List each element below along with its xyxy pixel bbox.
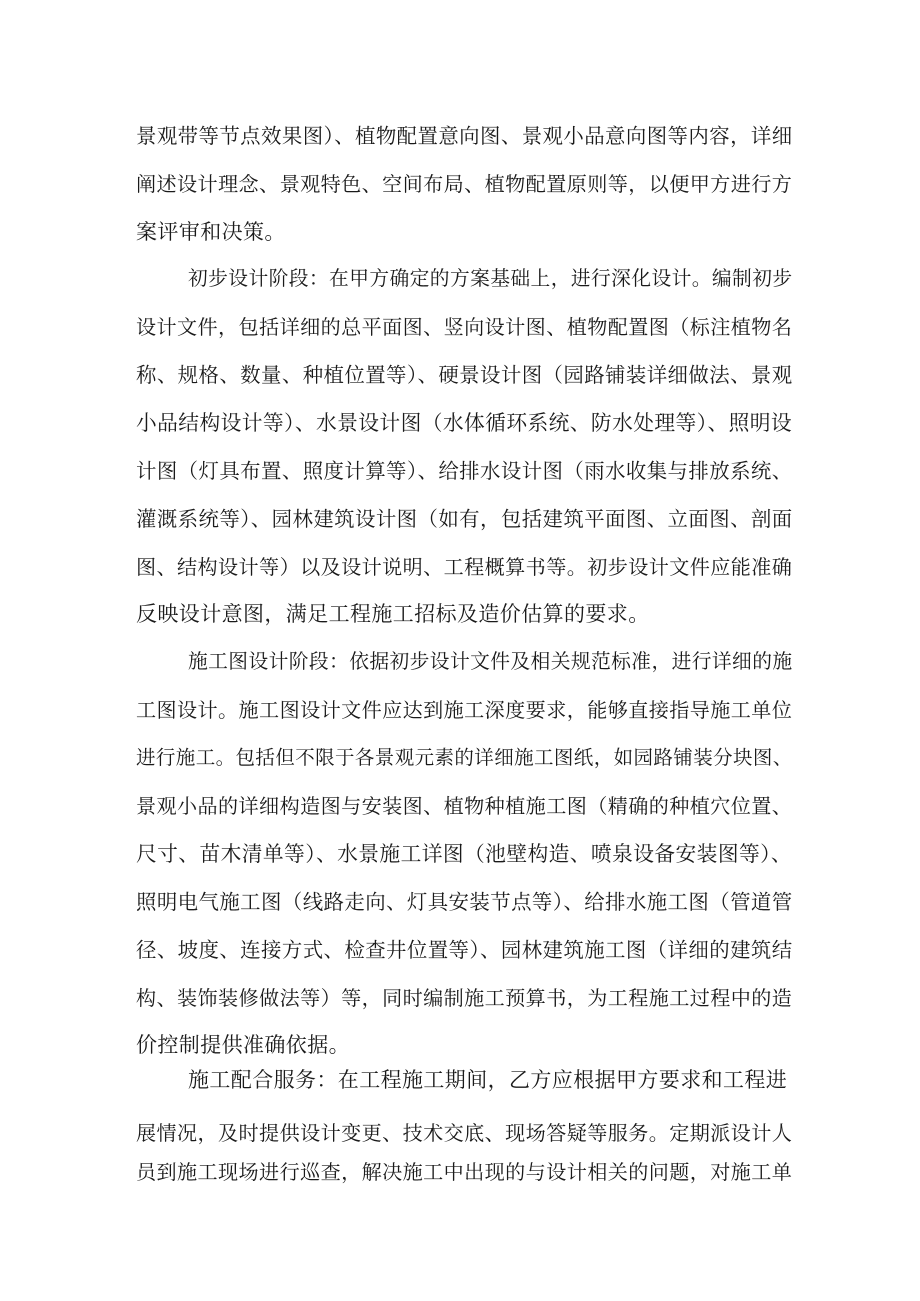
text-line: 景观带等节点效果图）、植物配置意向图、景观小品意向图等内容，详细	[136, 124, 793, 148]
text-line: 价控制提供准确依据。	[136, 1033, 350, 1057]
text-line: 反映设计意图，满足工程施工招标及造价估算的要求。	[136, 602, 650, 626]
text-line: 照明电气施工图（线路走向、灯具安装节点等）、给排水施工图（管道管	[136, 890, 793, 914]
text-line: 设计文件，包括详细的总平面图、竖向设计图、植物配置图（标注植物名	[136, 315, 793, 339]
text-line: 构、装饰装修做法等）等，同时编制施工预算书，为工程施工过程中的造	[136, 986, 793, 1010]
text-line: 景观小品的详细构造图与安装图、植物种植施工图（精确的种植穴位置、	[136, 794, 793, 818]
text-line: 工图设计。施工图设计文件应达到施工深度要求，能够直接指导施工单位	[136, 698, 793, 722]
text-line: 展情况，及时提供设计变更、技术交底、现场答疑等服务。定期派设计人	[136, 1121, 793, 1145]
text-line: 计图（灯具布置、照度计算等）、给排水设计图（雨水收集与排放系统、	[136, 459, 793, 483]
text-line: 灌溉系统等）、园林建筑设计图（如有，包括建筑平面图、立面图、剖面	[136, 507, 793, 531]
text-line: 案评审和决策。	[136, 220, 286, 244]
text-line: 尺寸、苗木清单等）、水景施工详图（池壁构造、喷泉设备安装图等）、	[136, 842, 793, 866]
text-line: 员到施工现场进行巡查，解决施工中出现的与设计相关的问题，对施工单	[136, 1160, 793, 1184]
text-line: 进行施工。包括但不限于各景观元素的详细施工图纸，如园路铺装分块图、	[136, 746, 793, 769]
text-line: 阐述设计理念、景观特色、空间布局、植物配置原则等，以便甲方进行方	[136, 172, 793, 196]
text-line: 径、坡度、连接方式、检查井位置等）、园林建筑施工图（详细的建筑结	[136, 938, 793, 962]
paragraph-start-line: 施工配合服务：在工程施工期间，乙方应根据甲方要求和工程进	[188, 1068, 788, 1092]
paragraph-start-line: 施工图设计阶段：依据初步设计文件及相关规范标准，进行详细的施	[188, 650, 793, 673]
paragraph-start-line: 初步设计阶段：在甲方确定的方案基础上，进行深化设计。编制初步	[188, 267, 793, 290]
text-line: 图、结构设计等）以及设计说明、工程概算书等。初步设计文件应能准确	[136, 555, 793, 579]
text-line: 称、规格、数量、种植位置等）、硬景设计图（园路铺装详细做法、景观	[136, 363, 793, 387]
text-line: 小品结构设计等）、水景设计图（水体循环系统、防水处理等）、照明设	[136, 411, 793, 435]
